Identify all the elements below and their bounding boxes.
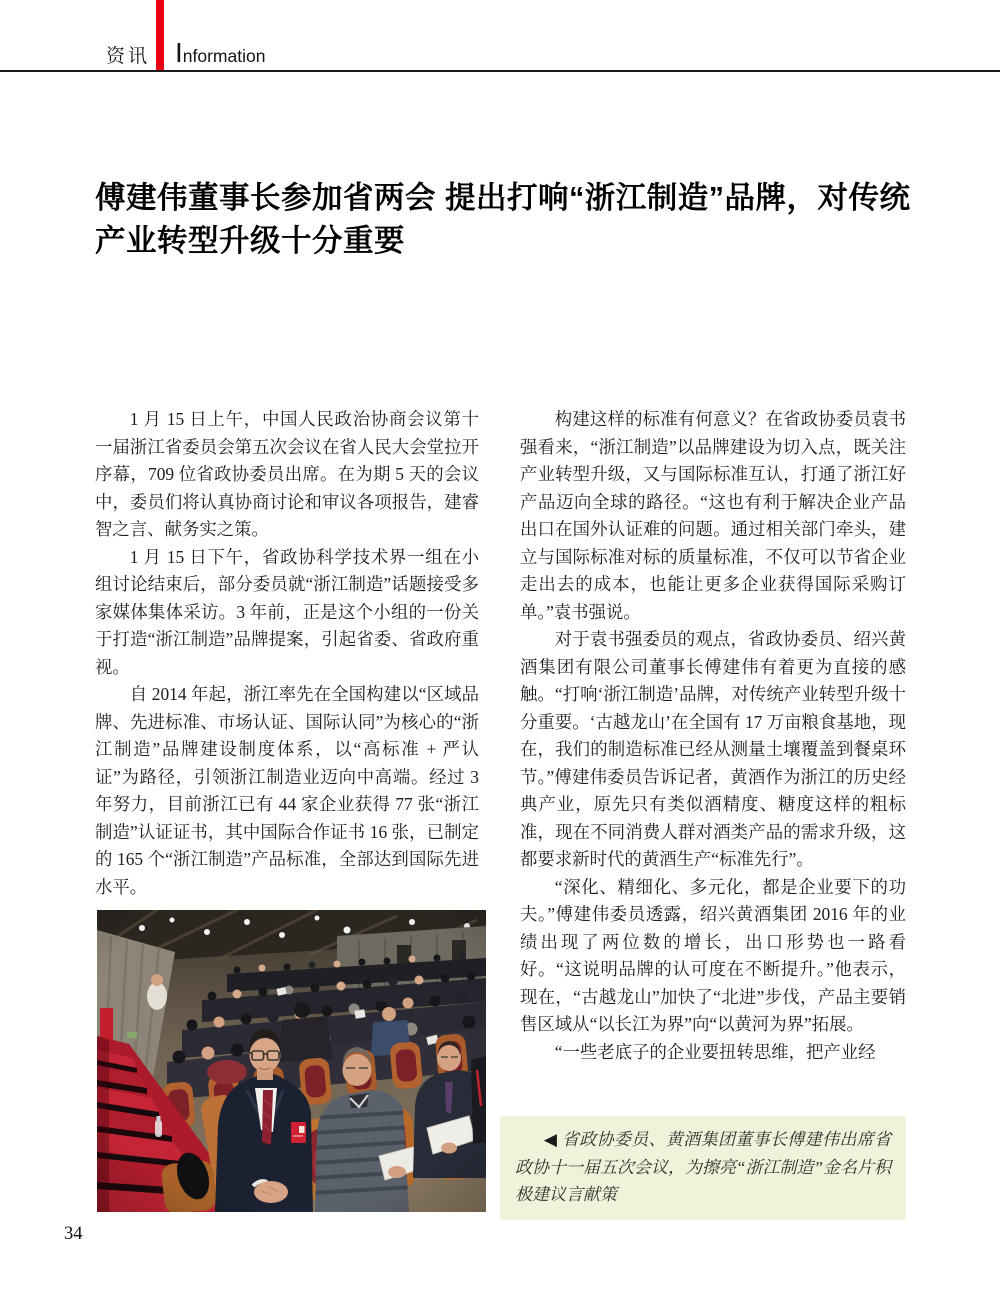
paragraph-right-4: “一些老底子的企业要扭转思维，把产业经 [554,1041,876,1062]
paragraph-right-2: 对于袁书强委员的观点，省政协委员、绍兴黄酒集团有限公司董事长傅建伟有着更为直接的感触。“打响‘浙江制造’品牌，对传统产业转型升级十分重要。‘古越龙山’在全国有 17 万亩粮食基地，现在，我们的制造标准已经从测量土壤覆盖到餐桌环节。”傅建伟委员告诉记者，黄酒作为浙江的历史经典产业，原先只有类似酒精度、糖度这样的粗标准，现在不同消费人群对酒类产品的需求升级，这都要求新时代的黄酒生产“标准先行”。 [520,629,906,869]
caption-arrow-marker: ◀ [543,1130,558,1149]
section-title-cn: 资讯 [106,46,151,67]
article-title: 傅建伟董事长参加省两会 提出打响“浙江制造”品牌，对传统产业转型升级十分重要 [95,181,911,258]
section-title-en-initial: I [175,37,183,68]
auditorium-scene [97,910,486,1212]
header-rule [0,70,1000,72]
photo-caption-text [515,1126,891,1209]
page-number: 34 [64,1224,83,1244]
section-title-en [175,36,265,70]
column-right [520,406,906,1066]
column-left [95,406,479,901]
article-photo [97,910,486,1212]
section-title-en-rest: nformation [182,46,266,66]
paragraph-left-1: 1 月 15 日上午，中国人民政治协商会议第十一届浙江省委员会第五次会议在省人民大会堂拉开序幕，709 位省政协委员出席。在为期 5 天的会议中，委员们将认真协商讨论和审议各项报告，建睿智之言、献务实之策。 [95,409,479,539]
section-divider-bar [156,0,164,72]
caption-body: 省政协委员、黄酒集团董事长傅建伟出席省政协十一届五次会议，为擦亮“浙江制造”金名片积极建议言献策 [515,1130,892,1204]
paragraph-right-1: 构建这样的标准有何意义？在省政协委员袁书强看来，“浙江制造”以品牌建设为切入点，既关注产业转型升级，又与国际标准互认，打通了浙江好产品迈向全球的路径。“这也有利于解决企业产品出口在国外认证难的问题。通过相关部门牵头，建立与国际标准对标的质量标准，不仅可以节省企业走出去的成本，也能让更多企业获得国际采购订单。”袁书强说。 [520,409,906,622]
paragraph-left-2: 1 月 15 日下午，省政协科学技术界一组在小组讨论结束后，部分委员就“浙江制造”话题接受多家媒体集体采访。3 年前，正是这个小组的一份关于打造“浙江制造”品牌提案，引起省委、省政府重视。 [95,546,479,677]
paragraph-right-3: “深化、精细化、多元化，都是企业要下的功夫。”傅建伟委员透露，绍兴黄酒集团 2016 年的业绩出现了两位数的增长，出口形势也一路看好。“这说明品牌的认可度在不断提升。”他表示，现在，“古越龙山”加快了“北进”步伐，产品主要销售区域从“以长江为界”向“以黄河为界”拓展。 [520,876,906,1034]
paragraph-left-3: 自 2014 年起，浙江率先在全国构建以“区域品牌、先进标准、市场认证、国际认同”为核心的“浙江制造”品牌建设制度体系，以“高标准 + 严认证”为路径，引领浙江制造业迈向中高端。经过 3 年努力，目前浙江已有 44 家企业获得 77 张“浙江制造”认证证书，其中国际合作证书 16 张，已制定的 165 个“浙江制造”产品标准，全部达到国际先进水平。 [95,684,479,897]
photo-caption [500,1116,906,1220]
